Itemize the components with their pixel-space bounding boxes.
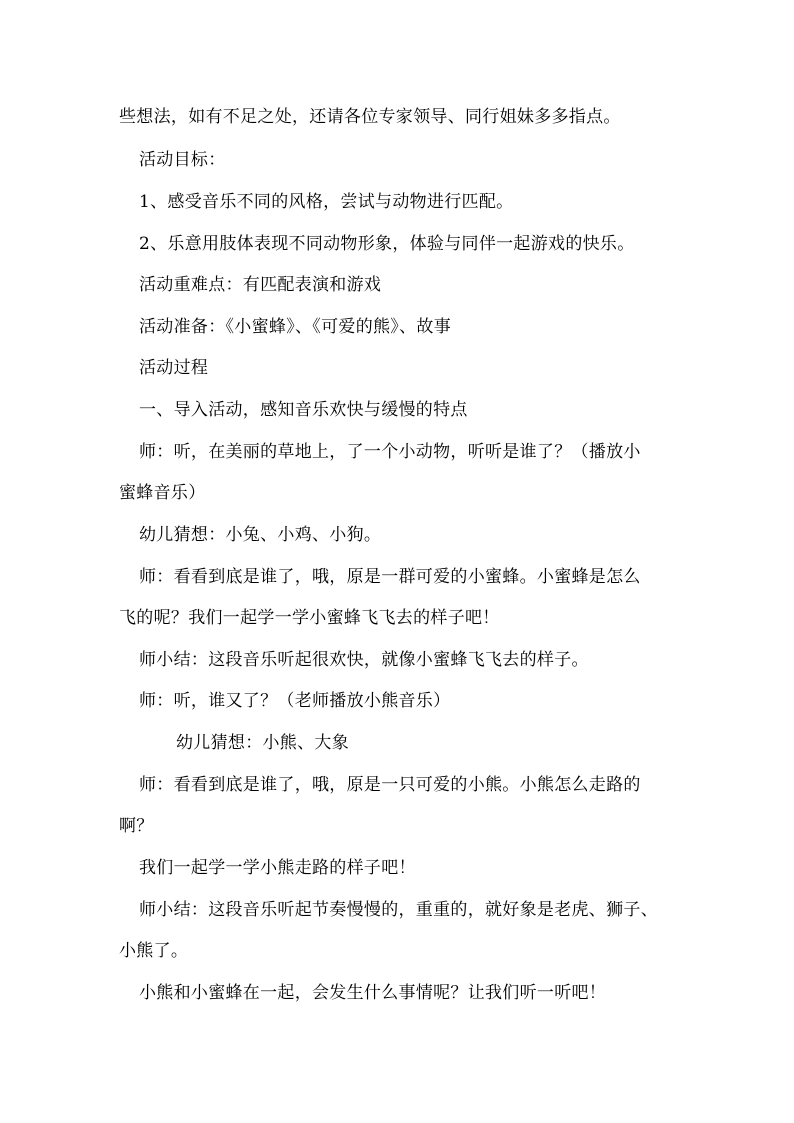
teacher-summary-2: 师小结：这段音乐听起节奏慢慢的，重重的，就好象是老虎、狮子、 [139, 900, 658, 920]
teacher-summary-1: 师小结：这段音乐听起很欢快，就像小蜜蜂飞飞去的样子。 [139, 650, 589, 670]
preparation-line: 活动准备：《小蜜蜂》、《可爱的熊》、故事 [139, 317, 451, 337]
teacher-line-3: 师：听，谁又了？（老师播放小熊音乐） [139, 691, 451, 711]
teacher-line-4: 师：看看到底是谁了，哦，原是一只可爱的小熊。小熊怎么走路的 [139, 775, 641, 795]
key-difficulty-line: 活动重难点：有匹配表演和游戏 [139, 275, 382, 295]
teacher-line-2-cont: 飞的呢？我们一起学一学小蜜蜂飞飞去的样子吧！ [119, 608, 500, 628]
teacher-line-4-cont: 啊？ [119, 816, 154, 836]
teacher-line-2: 师：看看到底是谁了，哦，原是一群可爱的小蜜蜂。小蜜蜂是怎么 [139, 567, 641, 587]
heading-activity-goals: 活动目标： [139, 150, 226, 170]
section-heading-1: 一、导入活动，感知音乐欢快与缓慢的特点 [139, 400, 468, 420]
teacher-line-5: 我们一起学一学小熊走路的样子吧！ [139, 858, 416, 878]
child-guess-2: 幼儿猜想：小熊、大象 [176, 733, 349, 753]
teacher-line-1-cont: 蜜蜂音乐） [119, 483, 206, 503]
child-guess-1: 幼儿猜想：小兔、小鸡、小狗。 [139, 525, 382, 545]
heading-activity-process: 活动过程 [139, 358, 209, 378]
goal-item-2: 2、乐意用肢体表现不同动物形象，体验与同伴一起游戏的快乐。 [139, 234, 635, 254]
teacher-line-1: 师：听，在美丽的草地上，了一个小动物，听听是谁了？（播放小 [139, 442, 641, 462]
goal-item-1: 1、感受音乐不同的风格，尝试与动物进行匹配。 [139, 192, 514, 212]
teacher-summary-2-cont: 小熊了。 [119, 941, 189, 961]
transition-line: 小熊和小蜜蜂在一起，会发生什么事情呢？让我们听一听吧！ [139, 983, 607, 1003]
text-line-continuation: 些想法，如有不足之处，还请各位专家领导、同行姐妹多多指点。 [119, 107, 621, 127]
